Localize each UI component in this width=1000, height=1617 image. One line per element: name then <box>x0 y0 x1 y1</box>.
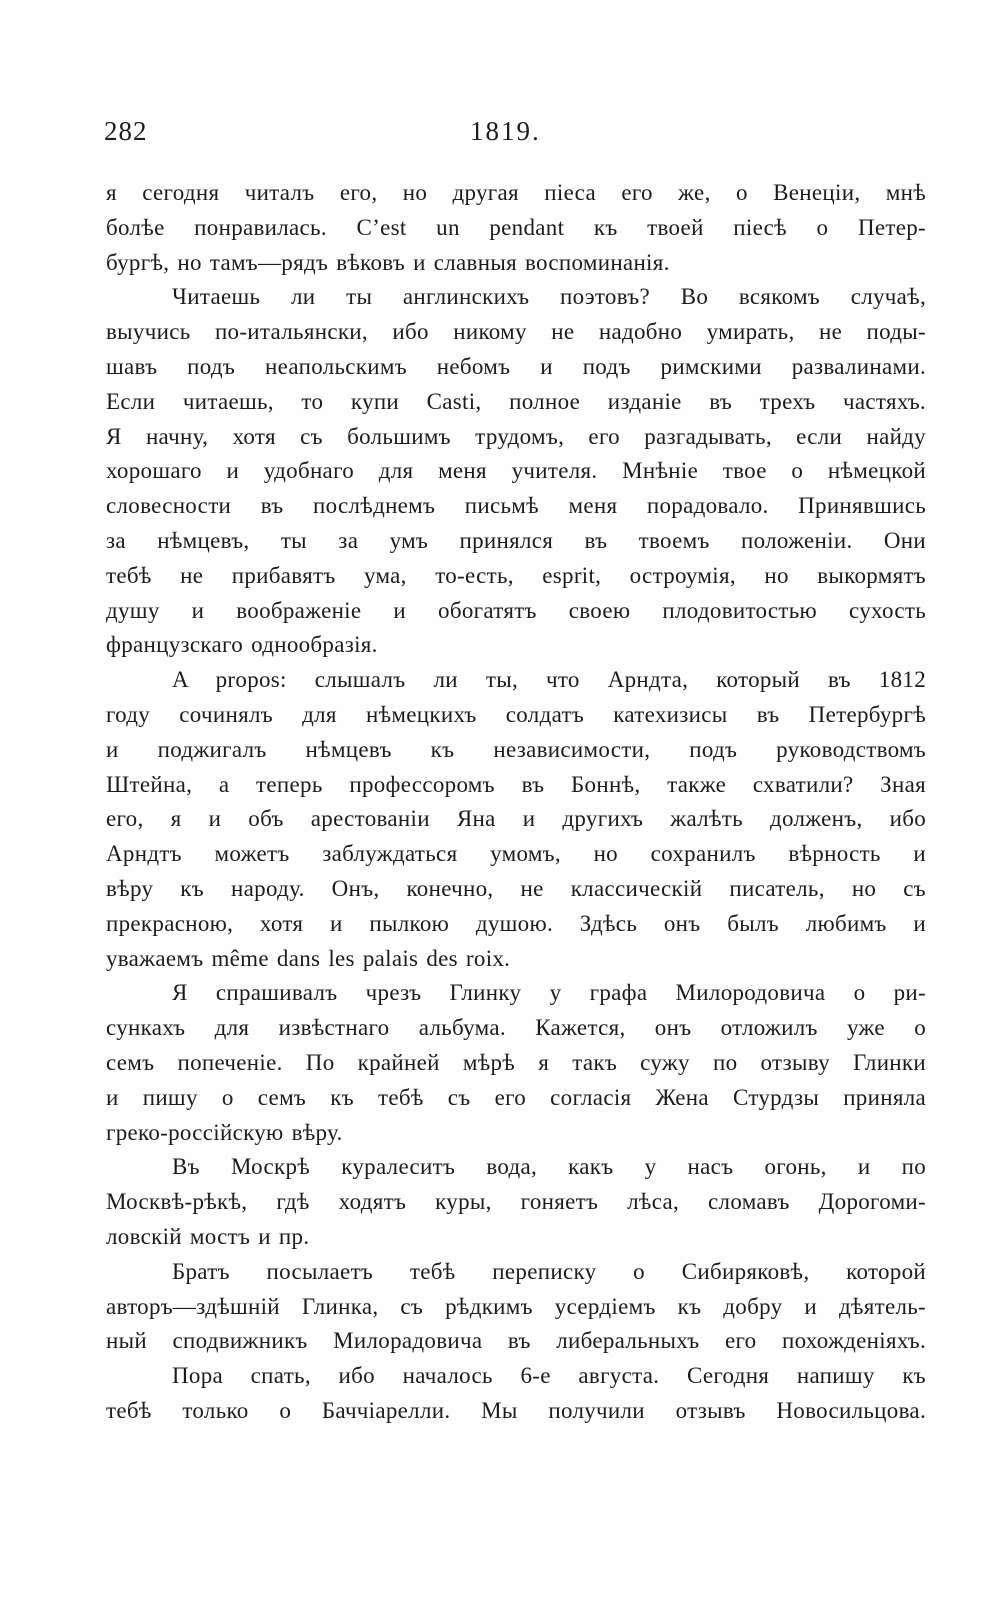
text-line: Москвѣ-рѣкѣ, гдѣ ходятъ куры, гоняетъ лѣса, сломавъ Дорогоми- <box>106 1189 926 1215</box>
text-line: ловскій мостъ и пр. <box>106 1223 310 1249</box>
paragraph <box>106 663 926 976</box>
text-line: душу и воображеніе и обогатятъ своею плодовитостью сухость <box>106 597 926 623</box>
text-line: словесности въ послѣднемъ письмѣ меня порадовало. Принявшись <box>106 493 926 519</box>
paragraph <box>106 1150 926 1254</box>
text-line: выучись по-итальянски, ибо никому не надобно умирать, не поды- <box>106 319 926 345</box>
text-line: сункахъ для извѣстнаго альбума. Кажется, онъ отложилъ уже о <box>106 1015 926 1041</box>
text-line: я сегодня читалъ его, но другая піеса его же, о Венеціи, мнѣ <box>106 180 926 205</box>
text-line: вѣру къ народу. Онъ, конечно, не классическій писатель, но съ <box>106 875 926 901</box>
text-line: французскаго однообразія. <box>106 632 378 658</box>
text-line: прекрасною, хотя и пылкою душою. Здѣсь онъ былъ любимъ и <box>106 910 926 936</box>
text-line: Я начну, хотя съ большимъ трудомъ, его разгадывать, если найду <box>106 423 926 449</box>
running-head-year: 1819. <box>470 116 541 146</box>
page-number: 282 <box>104 116 148 146</box>
text-line: и пишу о семъ къ тебѣ съ его согласія Жена Стурдзы приняла <box>106 1084 926 1110</box>
text-line: его, я и объ арестованіи Яна и другихъ жалѣть долженъ, ибо <box>106 806 926 832</box>
text-line: Въ Москрѣ куралеситъ вода, какъ у насъ огонь, и по <box>172 1154 926 1180</box>
text-line: тебѣ только о Баччіарелли. Мы получили отзывъ Новосильцова. <box>106 1397 926 1423</box>
text-line: шавъ подъ неапольскимъ небомъ и подъ римскими развалинами. <box>106 353 926 379</box>
text-line: хорошаго и удобнаго для меня учителя. Мнѣніе твое о нѣмецкой <box>106 458 926 484</box>
text-line: греко-россійскую вѣру. <box>106 1119 343 1145</box>
text-line: семъ попеченіе. По крайней мѣрѣ я такъ сужу по отзыву Глинки <box>106 1049 926 1075</box>
text-line: Братъ посылаетъ тебѣ переписку о Сибиряковѣ, которой <box>172 1258 926 1284</box>
text-line: тебѣ не прибавятъ ума, то-есть, esprit, остроумія, но выкормятъ <box>106 562 926 588</box>
paragraph <box>106 1359 926 1429</box>
text-line: Если читаешь, то купи Casti, полное изданіе въ трехъ частяхъ. <box>106 388 926 414</box>
text-line: Арндтъ можетъ заблуждаться умомъ, но сохранилъ вѣрность и <box>106 841 926 867</box>
text-line: болѣе понравилась. C’est un pendant къ твоей піесѣ о Петер- <box>106 214 926 240</box>
text-line: уважаемъ même dans les palais des roix. <box>106 945 511 971</box>
paragraph <box>106 280 926 663</box>
letter-body <box>106 176 926 1429</box>
text-line: за нѣмцевъ, ты за умъ принялся въ твоемъ положеніи. Они <box>106 527 926 553</box>
text-line: году сочинялъ для нѣмецкихъ солдатъ катехизисы въ Петербургѣ <box>106 701 926 727</box>
text-line: и поджигалъ нѣмцевъ къ независимости, подъ руководствомъ <box>106 736 926 762</box>
text-line: Я спрашивалъ чрезъ Глинку у графа Милородовича о ри- <box>172 980 926 1006</box>
text-line: авторъ—здѣшній Глинка, съ рѣдкимъ усердіемъ къ добру и дѣятель- <box>106 1293 926 1319</box>
text-line: A propos: слышалъ ли ты, что Арндта, который въ 1812 <box>172 667 926 693</box>
page-header <box>104 116 924 156</box>
paragraph <box>106 1255 926 1359</box>
text-line: ный сподвижникъ Милорадовича въ либеральныхъ его похожденіяхъ. <box>106 1328 926 1354</box>
text-line: Читаешь ли ты англинскихъ поэтовъ? Во всякомъ случаѣ, <box>172 284 926 310</box>
text-line: Штейна, а теперь профессоромъ въ Боннѣ, также схватили? Зная <box>106 771 926 797</box>
text-line: бургѣ, но тамъ—рядъ вѣковъ и славныя воспоминанія. <box>106 249 670 275</box>
paragraph <box>106 176 926 280</box>
text-line: Пора спать, ибо началось 6-е августа. Сегодня напишу къ <box>172 1363 926 1389</box>
paragraph <box>106 976 926 1150</box>
